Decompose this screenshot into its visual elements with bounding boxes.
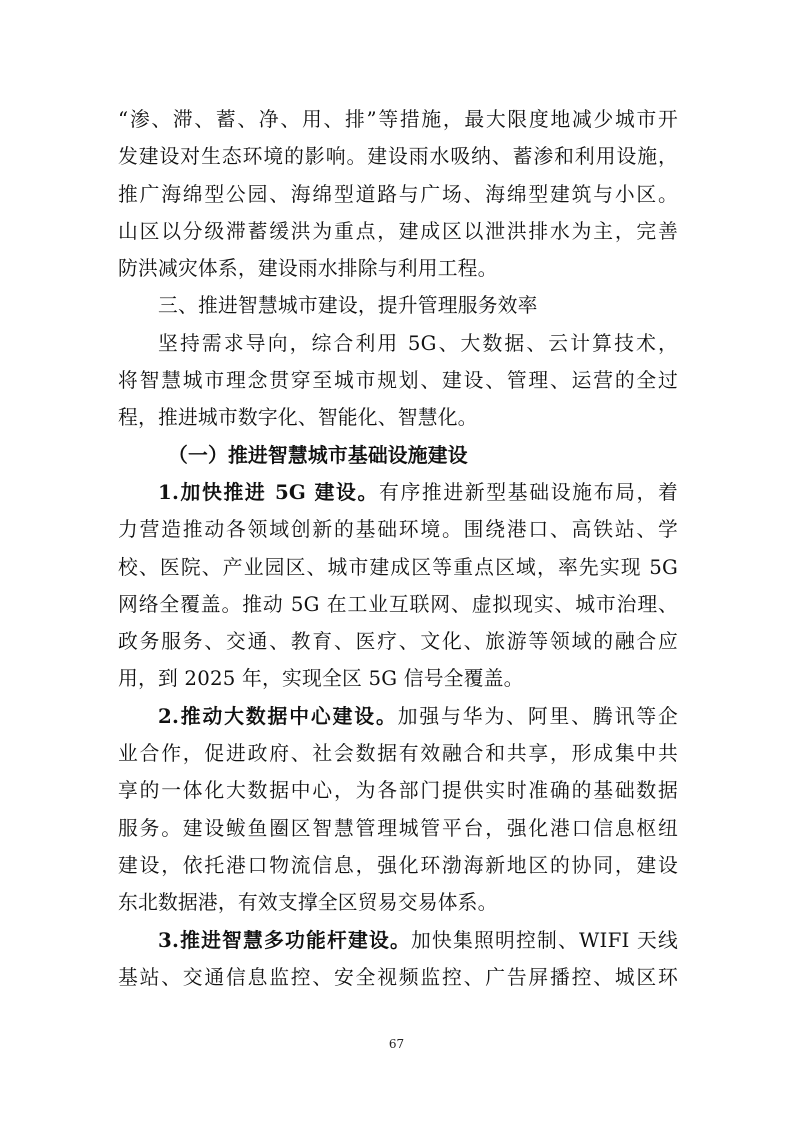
text-line: 山区以分级滞蓄缓洪为重点，建成区以泄洪排水为主，完善	[118, 219, 678, 243]
text-line: 校、医院、产业园区、城市建成区等重点区域，率先实现 5G	[118, 555, 678, 579]
paragraph-sponge-city	[118, 101, 678, 287]
text-line: 政务服务、交通、教育、医疗、文化、旅游等领域的融合应	[118, 630, 678, 654]
text-line	[118, 922, 678, 959]
item-title: 1.加快推进 5G 建设。	[158, 479, 379, 504]
text-line: “渗、滞、蓄、净、用、排”等措施，最大限度地减少城市开	[118, 108, 678, 131]
paragraph-big-data	[118, 698, 678, 922]
text-line: 网络全覆盖。推动 5G 在工业互联网、虚拟现实、城市治理、	[118, 592, 678, 616]
text-line	[118, 474, 678, 511]
section-heading: 三、推进智慧城市建设，提升管理服务效率	[158, 294, 538, 318]
text-line: 发建设对生态环境的影响。建设雨水吸纳、蓄渗和利用设施，	[118, 145, 678, 169]
text-line: 防洪减灾体系，建设雨水排除与利用工程。	[118, 257, 498, 281]
text-line: 服务。建设鲅鱼圈区智慧管理城管平台，强化港口信息枢纽	[118, 816, 678, 840]
text-line	[118, 698, 678, 735]
text-line: 业合作，促进政府、社会数据有效融合和共享，形成集中共	[118, 742, 678, 766]
text-line: 将智慧城市理念贯穿至城市规划、建设、管理、运营的全过	[118, 369, 678, 393]
text-line: 推广海绵型公园、海绵型道路与广场、海绵型建筑与小区。	[118, 182, 678, 206]
text-line: 坚持需求导向，综合利用 5G、大数据、云计算技术，	[158, 331, 678, 355]
page-number: 67	[388, 1037, 405, 1051]
subsection-heading: （一）推进智慧城市基础设施建设	[168, 442, 468, 467]
item-text: 有序推进新型基础设施布局，着	[378, 480, 678, 504]
paragraph-5g	[118, 474, 678, 698]
text-line: 程，推进城市数字化、智能化、智慧化。	[118, 406, 478, 430]
text-line: 用，到 2025 年，实现全区 5G 信号全覆盖。	[118, 667, 524, 691]
item-text: 加快集照明控制、WIFI 天线	[411, 928, 678, 952]
text-line: 东北数据港，有效支撑全区贸易交易体系。	[118, 891, 498, 915]
paragraph-smart-city-intro	[118, 325, 678, 437]
item-text: 加强与华为、阿里、腾讯等企	[397, 704, 678, 728]
text-line: 力营造推动各领域创新的基础环境。围绕港口、高铁站、学	[118, 518, 678, 542]
item-title: 2.推动大数据中心建设。	[158, 703, 398, 728]
text-line: 享的一体化大数据中心，为各部门提供实时准确的基础数据	[118, 779, 678, 803]
document-body	[118, 101, 678, 996]
item-title: 3.推进智慧多功能杆建设。	[158, 927, 412, 952]
paragraph-smart-pole	[118, 922, 678, 997]
text-line: 建设，依托港口物流信息，强化环渤海新地区的协同，建设	[118, 853, 678, 877]
text-line: 基站、交通信息监控、安全视频监控、广告屏播控、城区环	[118, 965, 678, 989]
